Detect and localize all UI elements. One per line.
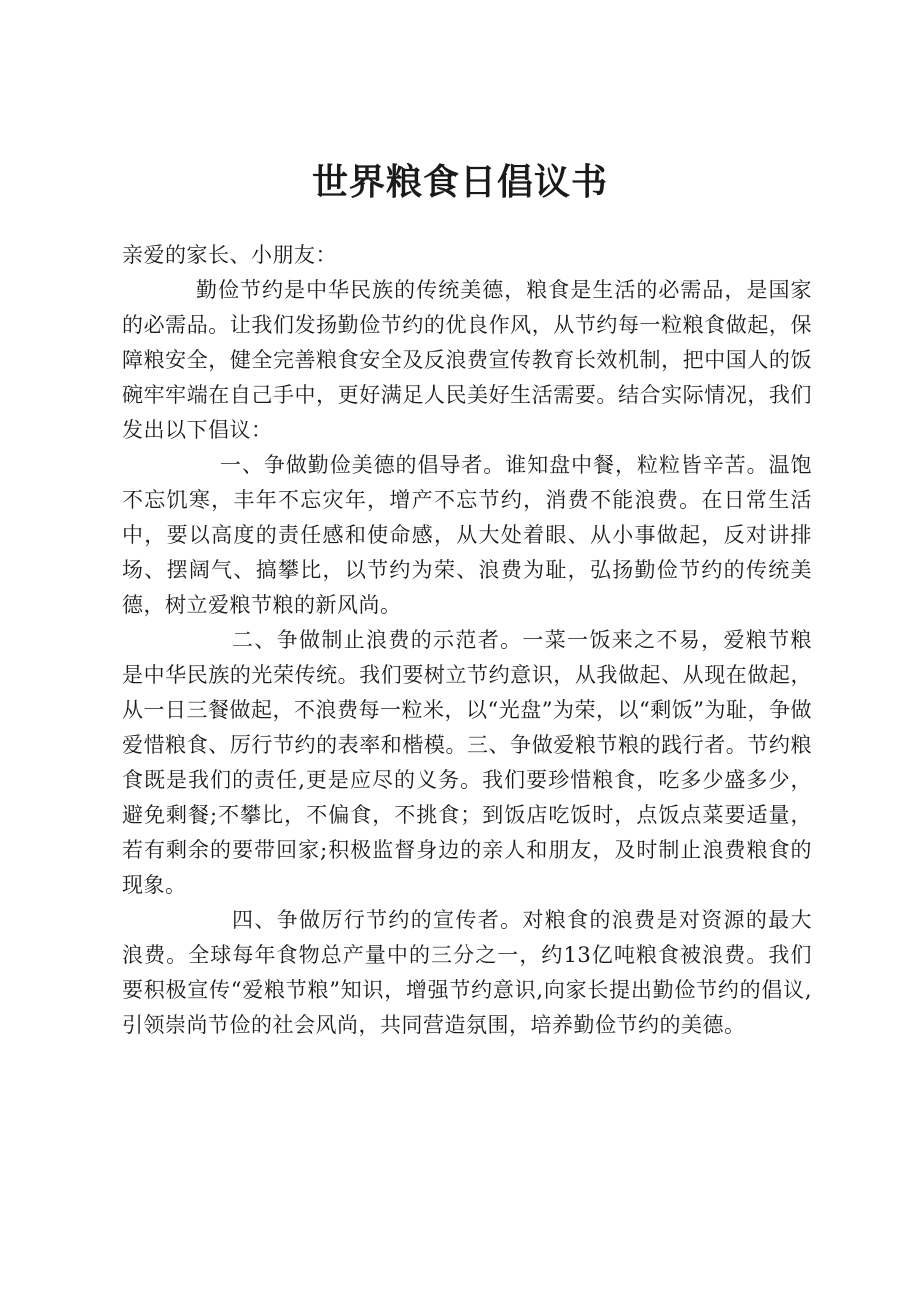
salutation: 亲爱的家长、小朋友：	[122, 243, 337, 267]
document-body	[122, 238, 812, 1043]
paragraph-proposal-1: 一、争做勤俭美德的倡导者。谁知盘中餐，粒粒皆辛苦。温饱不忘饥寒，丰年不忘灾年，增产不忘节约，消费不能浪费。在日常生活中，要以高度的责任感和使命感，从大处着眼、从小事做起，反对讲排场、摆阔气、搞攀比，以节约为荣、浪费为耻，弘扬勤俭节约的传统美德，树立爱粮节粮的新风尚。	[122, 453, 812, 617]
paragraph-proposal-2-3: 二、争做制止浪费的示范者。一菜一饭来之不易，爱粮节粮是中华民族的光荣传统。我们要树立节约意识，从我做起、从现在做起，从一日三餐做起，不浪费每一粒米，以“光盘”为荣，以“剩饭”为耻，争做爱惜粮食、厉行节约的表率和楷模。三、争做爱粮节粮的践行者。节约粮食既是我们的责任,更是应尽的义务。我们要珍惜粮食，吃多少盛多少，避免剩餐;不攀比，不偏食，不挑食；到饭店吃饭时，点饭点菜要适量，若有剩余的要带回家;积极监督身边的亲人和朋友，及时制止浪费粮食的现象。	[122, 628, 812, 897]
document-title: 世界粮食日倡议书	[311, 162, 608, 203]
paragraph-intro: 勤俭节约是中华民族的传统美德，粮食是生活的必需品，是国家的必需品。让我们发扬勤俭节约的优良作风，从节约每一粒粮食做起，保障粮安全，健全完善粮食安全及反浪费宣传教育长效机制，把中国人的饭碗牢牢端在自己手中，更好满足人民美好生活需要。结合实际情况，我们发出以下倡议：	[122, 278, 812, 442]
paragraph-proposal-4: 四、争做厉行节约的宣传者。对粮食的浪费是对资源的最大浪费。全球每年食物总产量中的三分之一，约13亿吨粮食被浪费。我们要积极宣传“爱粮节粮”知识，增强节约意识,向家长提出勤俭节约的倡议,引领崇尚节俭的社会风尚，共同营造氛围，培养勤俭节约的美德。	[122, 908, 812, 1037]
